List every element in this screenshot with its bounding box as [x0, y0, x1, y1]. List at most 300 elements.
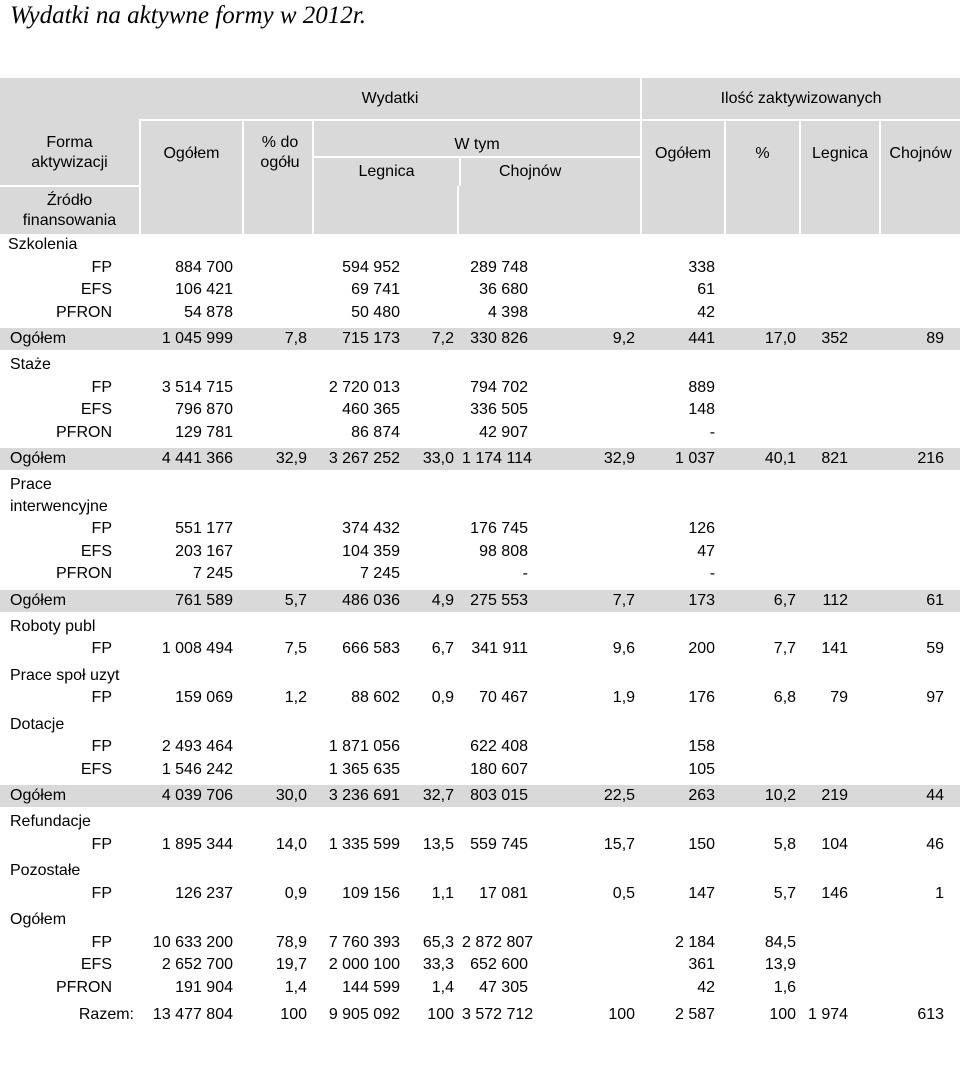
table-row: [0, 377, 960, 400]
table-cell: 1 546 242: [161, 760, 233, 778]
table-cell: [725, 377, 800, 400]
table-cell: 2 587: [675, 1006, 716, 1023]
table-cell: [410, 257, 458, 280]
table-cell: 100: [769, 1006, 797, 1023]
table-cell: [588, 302, 641, 325]
table-cell: 1,2: [284, 689, 307, 707]
table-cell: 97: [926, 689, 945, 707]
table-cell: [243, 541, 313, 564]
table-row: [0, 399, 960, 422]
table-cell: [800, 377, 880, 400]
total-row: [0, 785, 960, 807]
table-cell: 176: [688, 689, 716, 707]
table-cell: 2 493 464: [161, 738, 233, 756]
table-cell: 112: [800, 590, 880, 612]
table-cell: 147: [688, 884, 716, 902]
table-cell: [243, 563, 313, 586]
table-cell: 54 878: [184, 303, 233, 321]
table-cell: 32,9: [588, 448, 641, 470]
table-cell: [800, 736, 880, 759]
table-cell: 141: [821, 640, 849, 658]
table-cell: 100: [427, 1006, 454, 1023]
table-cell: [800, 518, 880, 541]
table-cell: 622 408: [470, 738, 528, 756]
table-cell: 129 781: [175, 423, 233, 441]
table-cell: [880, 399, 960, 422]
table-cell: [880, 954, 960, 977]
table-row: [0, 977, 960, 1000]
table-cell: 19,7: [275, 956, 307, 974]
table-cell: [243, 518, 313, 541]
row-label: FP: [91, 835, 112, 853]
row-label: FP: [91, 933, 112, 951]
table-cell: [588, 541, 641, 564]
table-cell: 4 039 706: [140, 785, 243, 807]
table-cell: [880, 257, 960, 280]
table-cell: 14,0: [275, 835, 307, 853]
group-name: Pozostałe: [10, 862, 81, 880]
table-cell: 42: [697, 303, 716, 321]
table-cell: 1,1: [431, 884, 454, 902]
header-pct: %: [725, 120, 800, 186]
table-cell: [725, 302, 800, 325]
table-cell: 9,2: [588, 328, 641, 350]
table-cell: [800, 932, 880, 955]
table-cell: 36 680: [479, 281, 528, 299]
table-cell: 126: [688, 520, 716, 538]
table-cell: 104 359: [342, 542, 400, 560]
table-row: [0, 834, 960, 857]
table-cell: [588, 377, 641, 400]
table-cell: 6,8: [773, 689, 797, 707]
table-cell: 200: [688, 640, 716, 658]
table-row: [0, 638, 960, 661]
header-forma: Forma aktywizacji: [0, 120, 140, 186]
table-cell: 173: [641, 590, 725, 612]
table-cell: [725, 257, 800, 280]
row-label: PFRON: [56, 978, 112, 996]
table-cell: [243, 759, 313, 782]
table-cell: 106 421: [175, 281, 233, 299]
row-label: Ogółem: [0, 785, 140, 807]
table-cell: 4 441 366: [140, 448, 243, 470]
table-cell: 803 015: [458, 785, 588, 807]
row-label: PFRON: [56, 565, 112, 583]
table-cell: 42: [697, 978, 716, 996]
table-cell: 1,6: [773, 978, 797, 996]
table-cell: 1,4: [431, 978, 454, 996]
table-row: [0, 563, 960, 586]
table-cell: 7,7: [773, 640, 797, 658]
table-cell: 341 911: [471, 640, 528, 658]
table-cell: 89: [880, 328, 960, 350]
table-cell: 2 652 700: [161, 956, 233, 974]
table-cell: 30,0: [243, 785, 313, 807]
row-label: FP: [91, 640, 112, 658]
group-name: Dotacje: [10, 715, 65, 733]
table-cell: [588, 736, 641, 759]
table-cell: 40,1: [725, 448, 800, 470]
row-label: Ogółem: [0, 448, 140, 470]
table-cell: [880, 377, 960, 400]
row-label: Razem:: [78, 1006, 134, 1023]
table-row: [0, 883, 960, 906]
table-cell: 613: [917, 1006, 945, 1023]
table-cell: 7,7: [588, 590, 641, 612]
table-cell: 79: [830, 689, 849, 707]
table-cell: 1 037: [641, 448, 725, 470]
table-cell: 1 365 635: [328, 760, 400, 778]
table-cell: 86 874: [351, 423, 400, 441]
table-row: [0, 954, 960, 977]
header-w-tym: W tym: [454, 136, 500, 153]
table-cell: 0,9: [431, 689, 454, 707]
table-cell: 159 069: [175, 689, 233, 707]
table-cell: [588, 399, 641, 422]
table-row: [0, 541, 960, 564]
group-header-row: [0, 909, 960, 932]
row-label: EFS: [80, 542, 112, 560]
group-header-row: [0, 234, 960, 257]
group-header-row: [0, 811, 960, 834]
table-cell: -: [709, 565, 716, 583]
table-cell: [588, 518, 641, 541]
table-cell: 33,0: [410, 448, 458, 470]
table-cell: [800, 302, 880, 325]
table-cell: [588, 563, 641, 586]
group-name: Szkolenia: [8, 236, 78, 254]
table-cell: 374 432: [342, 520, 400, 538]
row-label: PFRON: [56, 303, 112, 321]
table-cell: [588, 932, 641, 955]
table-cell: [588, 977, 641, 1000]
table-cell: 22,5: [588, 785, 641, 807]
table-cell: 126 237: [175, 884, 233, 902]
table-cell: [800, 977, 880, 1000]
table-cell: [243, 399, 313, 422]
table-cell: 3 267 252: [313, 448, 410, 470]
table-cell: 191 904: [175, 978, 233, 996]
table-cell: 460 365: [342, 401, 400, 419]
table-cell: [410, 279, 458, 302]
table-cell: 13,9: [764, 956, 797, 974]
table-cell: 5,8: [773, 835, 797, 853]
table-cell: 47: [697, 542, 716, 560]
table-cell: 9 905 092: [328, 1006, 400, 1023]
table-cell: 2 000 100: [328, 956, 400, 974]
table-cell: 551 177: [175, 520, 233, 538]
table-cell: 7 245: [192, 565, 233, 583]
group-header-row: [0, 860, 960, 883]
table-cell: 1: [935, 884, 945, 902]
table-cell: 441: [641, 328, 725, 350]
table-cell: 7 245: [359, 565, 400, 583]
page-title: Wydatki na aktywne formy w 2012r.: [10, 2, 366, 29]
table-cell: 352: [800, 328, 880, 350]
table-cell: [588, 422, 641, 445]
table-cell: 47 305: [479, 978, 528, 996]
row-label: FP: [91, 738, 112, 756]
table-cell: [880, 541, 960, 564]
table-cell: [800, 422, 880, 445]
header-ogolem-2: Ogółem: [641, 120, 725, 186]
table-cell: 10,2: [725, 785, 800, 807]
table-cell: 559 745: [470, 835, 528, 853]
header-ogolem: Ogółem: [140, 120, 243, 186]
table-cell: 336 505: [470, 401, 528, 419]
table-cell: 61: [880, 590, 960, 612]
table-cell: [880, 422, 960, 445]
table-cell: 33,3: [422, 956, 454, 974]
table-cell: [800, 541, 880, 564]
row-label: FP: [91, 258, 112, 276]
table-cell: 5,7: [243, 590, 313, 612]
header-legnica: Legnica: [358, 163, 415, 180]
row-label: EFS: [80, 401, 112, 419]
table-cell: [800, 399, 880, 422]
group-header-row: [0, 665, 960, 688]
table-cell: 4,9: [410, 590, 458, 612]
table-row: [0, 687, 960, 710]
table-cell: [880, 932, 960, 955]
table-cell: 486 036: [313, 590, 410, 612]
table-cell: 3 514 715: [161, 378, 233, 396]
table-row: [0, 736, 960, 759]
group-name: Staże: [10, 356, 51, 374]
table-cell: 32,9: [243, 448, 313, 470]
table-cell: 3 572 712: [462, 1006, 534, 1023]
row-label: EFS: [80, 956, 112, 974]
table-cell: 7,5: [284, 640, 307, 658]
table-row: [0, 302, 960, 325]
table-cell: 361: [688, 956, 716, 974]
table-cell: 594 952: [342, 258, 400, 276]
table-cell: [725, 541, 800, 564]
table-cell: 1 045 999: [140, 328, 243, 350]
table-cell: 884 700: [175, 258, 233, 276]
table-cell: [725, 736, 800, 759]
group-name: Prace interwencyjne: [10, 476, 108, 515]
row-label: Ogółem: [0, 590, 140, 612]
table-cell: -: [522, 565, 528, 583]
header-pct-do: % do ogółu: [243, 120, 313, 186]
table-cell: [880, 759, 960, 782]
table-cell: 17 081: [479, 884, 528, 902]
table-cell: [410, 759, 458, 782]
table-cell: [725, 279, 800, 302]
table-cell: 15,7: [603, 835, 636, 853]
table-cell: [410, 736, 458, 759]
table-cell: 6,7: [725, 590, 800, 612]
table-cell: [410, 422, 458, 445]
table-cell: 100: [608, 1006, 636, 1023]
table-cell: 2 184: [675, 933, 716, 951]
table-cell: 2 872 807: [462, 933, 534, 951]
group-header-row: [0, 714, 960, 737]
table-cell: 1 974: [808, 1006, 849, 1023]
table-cell: 0,5: [612, 884, 636, 902]
table-cell: 6,7: [431, 640, 454, 658]
row-label: EFS: [80, 760, 112, 778]
table-cell: 1 008 494: [161, 640, 233, 658]
table-cell: [725, 422, 800, 445]
group-name: Refundacje: [10, 813, 91, 831]
table-cell: 84,5: [764, 933, 797, 951]
table-cell: [410, 377, 458, 400]
group-name: Roboty publ: [10, 617, 96, 635]
table-cell: 889: [688, 378, 716, 396]
total-row: [0, 590, 960, 612]
table-row: [0, 518, 960, 541]
table-cell: 13 477 804: [152, 1006, 233, 1023]
group-header-row: [0, 616, 960, 639]
table-cell: 10 633 200: [152, 933, 233, 951]
table-cell: [880, 736, 960, 759]
table-cell: 203 167: [175, 542, 233, 560]
table-cell: [410, 518, 458, 541]
table-cell: 1,9: [612, 689, 636, 707]
table-cell: 100: [280, 1006, 307, 1023]
table-cell: [725, 399, 800, 422]
table-cell: 146: [821, 884, 849, 902]
table-cell: [800, 954, 880, 977]
table-cell: 104: [821, 835, 849, 853]
table-cell: 44: [880, 785, 960, 807]
table-cell: [725, 518, 800, 541]
table-cell: 46: [926, 835, 945, 853]
table-cell: [800, 257, 880, 280]
table-cell: 158: [688, 738, 716, 756]
table-cell: 1,4: [284, 978, 307, 996]
table-row: [0, 279, 960, 302]
table-cell: 289 748: [470, 258, 528, 276]
table-cell: 32,7: [410, 785, 458, 807]
table-cell: 17,0: [725, 328, 800, 350]
table-cell: [880, 977, 960, 1000]
header-ilosc: Ilość zaktywizowanych: [641, 78, 960, 120]
table-cell: 338: [688, 258, 716, 276]
table-cell: -: [709, 423, 716, 441]
table-row: [0, 422, 960, 445]
header-chojnow-2: Chojnów: [880, 120, 960, 186]
group-header-row: [0, 354, 960, 377]
table-cell: 796 870: [175, 401, 233, 419]
table-cell: 275 553: [458, 590, 588, 612]
row-label: FP: [91, 378, 112, 396]
table-cell: 9,6: [612, 640, 636, 658]
header-wydatki: Wydatki: [140, 78, 641, 120]
table-cell: [243, 736, 313, 759]
table-cell: 105: [688, 760, 716, 778]
table-cell: 150: [688, 835, 716, 853]
table-cell: 1 871 056: [328, 738, 400, 756]
header-zrodlo: Źródło finansowania: [0, 186, 140, 234]
table-cell: [410, 302, 458, 325]
table-cell: 330 826: [458, 328, 588, 350]
table-cell: [243, 422, 313, 445]
table-cell: 148: [688, 401, 716, 419]
table-cell: 1 335 599: [328, 835, 400, 853]
table-cell: [725, 759, 800, 782]
table-cell: 69 741: [351, 281, 400, 299]
row-label: PFRON: [56, 423, 112, 441]
table-cell: 216: [880, 448, 960, 470]
table-cell: [243, 257, 313, 280]
table-cell: 70 467: [479, 689, 528, 707]
table-cell: 3 236 691: [313, 785, 410, 807]
total-row: [0, 328, 960, 350]
table-cell: 761 589: [140, 590, 243, 612]
group-name: Ogółem: [10, 911, 67, 929]
table-cell: 1 174 114: [458, 448, 588, 470]
table-row: [0, 932, 960, 955]
table-cell: [800, 759, 880, 782]
grand-total-row: [0, 1003, 960, 1027]
table-cell: [243, 302, 313, 325]
expenditure-table: [0, 78, 960, 1027]
table-cell: 13,5: [422, 835, 454, 853]
table-row: [0, 257, 960, 280]
table-cell: [800, 563, 880, 586]
table-cell: 65,3: [422, 933, 454, 951]
table-cell: 7,2: [410, 328, 458, 350]
table-cell: 0,9: [284, 884, 307, 902]
table-cell: [410, 563, 458, 586]
table-cell: 652 600: [470, 956, 528, 974]
table-cell: 176 745: [470, 520, 528, 538]
table-cell: 2 720 013: [328, 378, 400, 396]
table-cell: [588, 759, 641, 782]
header-chojnow: Chojnów: [459, 158, 640, 186]
header-legnica-2: Legnica: [800, 120, 880, 186]
table-cell: 715 173: [313, 328, 410, 350]
table-cell: [588, 954, 641, 977]
table-cell: [588, 279, 641, 302]
table-cell: [800, 279, 880, 302]
table-cell: 5,7: [773, 884, 797, 902]
table-cell: 50 480: [351, 303, 400, 321]
table-cell: 821: [800, 448, 880, 470]
table-cell: 180 607: [470, 760, 528, 778]
table-cell: [410, 399, 458, 422]
table-cell: 666 583: [342, 640, 400, 658]
table-cell: 219: [800, 785, 880, 807]
table-cell: 4 398: [487, 303, 528, 321]
table-cell: 7 760 393: [328, 933, 400, 951]
table-cell: [243, 377, 313, 400]
table-cell: 144 599: [342, 978, 400, 996]
table-cell: [588, 257, 641, 280]
row-label: FP: [91, 884, 112, 902]
table-cell: 42 907: [479, 423, 528, 441]
table-cell: 794 702: [470, 378, 528, 396]
table-cell: [243, 279, 313, 302]
total-row: [0, 448, 960, 470]
row-label: EFS: [80, 281, 112, 299]
table-cell: 78,9: [275, 933, 307, 951]
table-cell: 98 808: [479, 542, 528, 560]
table-cell: [880, 563, 960, 586]
table-cell: 61: [697, 281, 716, 299]
table-cell: 263: [641, 785, 725, 807]
table-cell: [880, 279, 960, 302]
row-label: FP: [91, 689, 112, 707]
table-cell: [410, 541, 458, 564]
table-cell: [725, 563, 800, 586]
row-label: FP: [91, 520, 112, 538]
table-cell: 7,8: [243, 328, 313, 350]
table-cell: 109 156: [342, 884, 400, 902]
